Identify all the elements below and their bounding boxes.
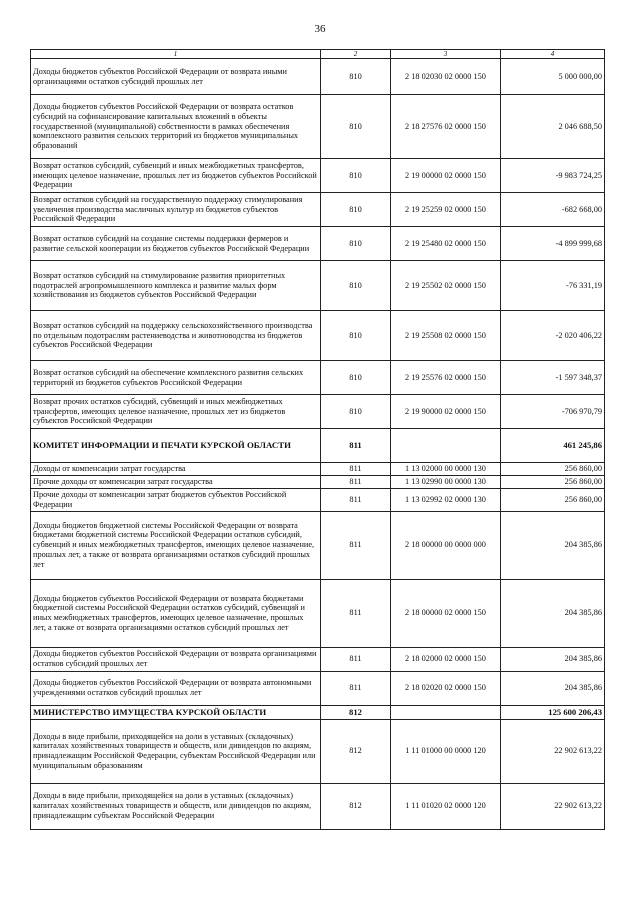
row-classification-code-cell: 2 19 25502 02 0000 150 <box>391 261 501 311</box>
row-admin-code-cell: 811 <box>321 511 391 579</box>
row-sum-cell: -76 331,19 <box>501 261 605 311</box>
table-row <box>31 159 605 193</box>
row-name-cell: Возврат остатков субсидий на создание системы поддержки фермеров и развитие сельской кооперации из бюджетов субъектов Российской Федерации <box>31 227 321 261</box>
row-name-cell: Прочие доходы от компенсации затрат бюджетов субъектов Российской Федерации <box>31 488 321 511</box>
row-classification-code-cell: 2 18 27576 02 0000 150 <box>391 95 501 159</box>
row-classification-code-cell: 2 18 02020 02 0000 150 <box>391 671 501 705</box>
table-row <box>31 395 605 429</box>
row-name-cell: Доходы бюджетов бюджетной системы Российской Федерации от возврата бюджетами бюджетной системы Российской Федерации остатков субсидий, субвенций и иных межбюджетных трансфертов, имеющих целевое назначение, прошлых лет, а также от возврата организациями остатков субсидий прошлых лет <box>31 511 321 579</box>
row-name-cell: Доходы бюджетов субъектов Российской Федерации от возврата организациями остатков субсидий прошлых лет <box>31 647 321 671</box>
table-row-department <box>31 705 605 719</box>
column-header-code: 3 <box>391 50 501 59</box>
row-name-cell: Возврат остатков субсидий на обеспечение комплексного развития сельских территорий из бюджетов субъектов Российской Федерации <box>31 361 321 395</box>
row-sum-cell: 204 385,86 <box>501 579 605 647</box>
row-admin-code-cell: 810 <box>321 261 391 311</box>
page-number: 36 <box>314 23 326 35</box>
table-body <box>31 50 605 830</box>
row-name-cell: КОМИТЕТ ИНФОРМАЦИИ И ПЕЧАТИ КУРСКОЙ ОБЛАСТИ <box>31 429 321 463</box>
row-sum-cell: 5 000 000,00 <box>501 59 605 95</box>
table-row <box>31 193 605 227</box>
table-row <box>31 475 605 488</box>
row-sum-cell: -4 899 999,68 <box>501 227 605 261</box>
row-sum-cell: -682 668,00 <box>501 193 605 227</box>
row-sum-cell: 22 902 613,22 <box>501 719 605 783</box>
row-classification-code-cell: 1 13 02992 02 0000 130 <box>391 488 501 511</box>
row-sum-cell: -9 983 724,25 <box>501 159 605 193</box>
table-row <box>31 511 605 579</box>
row-admin-code-cell: 811 <box>321 475 391 488</box>
row-admin-code-cell: 810 <box>321 311 391 361</box>
table-row <box>31 261 605 311</box>
row-admin-code-cell: 810 <box>321 95 391 159</box>
table-row <box>31 719 605 783</box>
row-sum-cell: -706 970,79 <box>501 395 605 429</box>
table-row <box>31 579 605 647</box>
table-row <box>31 783 605 829</box>
row-sum-cell: 22 902 613,22 <box>501 783 605 829</box>
row-name-cell: Доходы бюджетов субъектов Российской Федерации от возврата остатков субсидий на софинансирование капитальных вложений в объекты государственной (муниципальной) собственности в рамках обеспечения комплексного развития сельских территорий из бюджетов муниципальных образований <box>31 95 321 159</box>
row-admin-code-cell: 810 <box>321 395 391 429</box>
row-classification-code-cell: 2 18 02000 02 0000 150 <box>391 647 501 671</box>
row-name-cell: Доходы бюджетов субъектов Российской Федерации от возврата иными организациями остатков субсидий прошлых лет <box>31 59 321 95</box>
row-sum-cell: 256 860,00 <box>501 488 605 511</box>
row-name-cell: Возврат остатков субсидий на поддержку сельскохозяйственного производства по отдельным подотраслям растениеводства и животноводства из бюджетов субъектов Российской Федерации <box>31 311 321 361</box>
row-classification-code-cell: 2 19 00000 02 0000 150 <box>391 159 501 193</box>
table-row-department <box>31 429 605 463</box>
row-classification-code-cell: 2 19 25508 02 0000 150 <box>391 311 501 361</box>
row-admin-code-cell: 812 <box>321 719 391 783</box>
row-sum-cell: 256 860,00 <box>501 475 605 488</box>
row-name-cell: Возврат остатков субсидий на государственную поддержку стимулирования увеличения производства масличных культур из бюджетов субъектов Российской Федерации <box>31 193 321 227</box>
row-admin-code-cell: 810 <box>321 227 391 261</box>
row-sum-cell: 2 046 688,50 <box>501 95 605 159</box>
row-classification-code-cell <box>391 429 501 463</box>
row-classification-code-cell: 1 11 01020 02 0000 120 <box>391 783 501 829</box>
row-classification-code-cell: 2 19 90000 02 0000 150 <box>391 395 501 429</box>
row-admin-code-cell: 811 <box>321 429 391 463</box>
row-admin-code-cell: 811 <box>321 488 391 511</box>
row-classification-code-cell <box>391 705 501 719</box>
row-admin-code-cell: 812 <box>321 783 391 829</box>
row-admin-code-cell: 810 <box>321 59 391 95</box>
row-name-cell: Доходы бюджетов субъектов Российской Федерации от возврата автономными учреждениями остатков субсидий прошлых лет <box>31 671 321 705</box>
row-sum-cell: 204 385,86 <box>501 647 605 671</box>
row-classification-code-cell: 2 18 00000 00 0000 000 <box>391 511 501 579</box>
table-row <box>31 463 605 476</box>
row-name-cell: Доходы бюджетов субъектов Российской Федерации от возврата бюджетами бюджетной системы Российской Федерации остатков субсидий, субвенций и иных межбюджетных трансфертов, имеющих целевое назначение, прошлых лет, а также от возврата организациями остатков субсидий прошлых лет <box>31 579 321 647</box>
table-row <box>31 361 605 395</box>
table-row <box>31 311 605 361</box>
row-sum-cell: 204 385,86 <box>501 511 605 579</box>
row-sum-cell: 256 860,00 <box>501 463 605 476</box>
row-name-cell: Прочие доходы от компенсации затрат государства <box>31 475 321 488</box>
row-classification-code-cell: 1 11 01000 00 0000 120 <box>391 719 501 783</box>
row-admin-code-cell: 811 <box>321 671 391 705</box>
row-name-cell: Возврат остатков субсидий на стимулирование развития приоритетных подотраслей агропромышленного комплекса и развитие малых форм хозяйствования из бюджетов субъектов Российской Федерации <box>31 261 321 311</box>
row-sum-cell: 204 385,86 <box>501 671 605 705</box>
budget-revenue-table <box>30 49 605 830</box>
row-admin-code-cell: 811 <box>321 647 391 671</box>
table-row <box>31 671 605 705</box>
row-admin-code-cell: 810 <box>321 159 391 193</box>
row-sum-cell: -1 597 348,37 <box>501 361 605 395</box>
row-admin-code-cell: 810 <box>321 193 391 227</box>
row-classification-code-cell: 1 13 02000 00 0000 130 <box>391 463 501 476</box>
row-classification-code-cell: 2 18 02030 02 0000 150 <box>391 59 501 95</box>
row-name-cell: Возврат прочих остатков субсидий, субвенций и иных межбюджетных трансфертов, имеющих целевое назначение, прошлых лет из бюджетов субъектов Российской Федерации <box>31 395 321 429</box>
row-name-cell: Возврат остатков субсидий, субвенций и иных межбюджетных трансфертов, имеющих целевое назначение, прошлых лет из бюджетов субъектов Российской Федерации <box>31 159 321 193</box>
row-sum-cell: 125 600 206,43 <box>501 705 605 719</box>
row-admin-code-cell: 810 <box>321 361 391 395</box>
row-classification-code-cell: 2 19 25576 02 0000 150 <box>391 361 501 395</box>
column-header-admin: 2 <box>321 50 391 59</box>
row-name-cell: Доходы в виде прибыли, приходящейся на доли в уставных (складочных) капиталах хозяйственных товариществ и обществ, или дивидендов по акциям, принадлежащим субъектам Российской Федерации <box>31 783 321 829</box>
table-row <box>31 227 605 261</box>
row-name-cell: МИНИСТЕРСТВО ИМУЩЕСТВА КУРСКОЙ ОБЛАСТИ <box>31 705 321 719</box>
row-classification-code-cell: 2 19 25480 02 0000 150 <box>391 227 501 261</box>
row-sum-cell: -2 020 406,22 <box>501 311 605 361</box>
column-header-sum: 4 <box>501 50 605 59</box>
table-row <box>31 59 605 95</box>
table-row <box>31 488 605 511</box>
row-classification-code-cell: 2 18 00000 02 0000 150 <box>391 579 501 647</box>
column-header-row <box>31 50 605 59</box>
row-admin-code-cell: 811 <box>321 579 391 647</box>
row-classification-code-cell: 1 13 02990 00 0000 130 <box>391 475 501 488</box>
table-row <box>31 95 605 159</box>
row-admin-code-cell: 811 <box>321 463 391 476</box>
row-name-cell: Доходы от компенсации затрат государства <box>31 463 321 476</box>
row-classification-code-cell: 2 19 25259 02 0000 150 <box>391 193 501 227</box>
row-name-cell: Доходы в виде прибыли, приходящейся на доли в уставных (складочных) капиталах хозяйственных товариществ и обществ, или дивидендов по акциям, принадлежащим Российской Федерации, субъектам Российской Федерации или муниципальным образованиям <box>31 719 321 783</box>
row-sum-cell: 461 245,86 <box>501 429 605 463</box>
row-admin-code-cell: 812 <box>321 705 391 719</box>
table-row <box>31 647 605 671</box>
column-header-name: 1 <box>31 50 321 59</box>
